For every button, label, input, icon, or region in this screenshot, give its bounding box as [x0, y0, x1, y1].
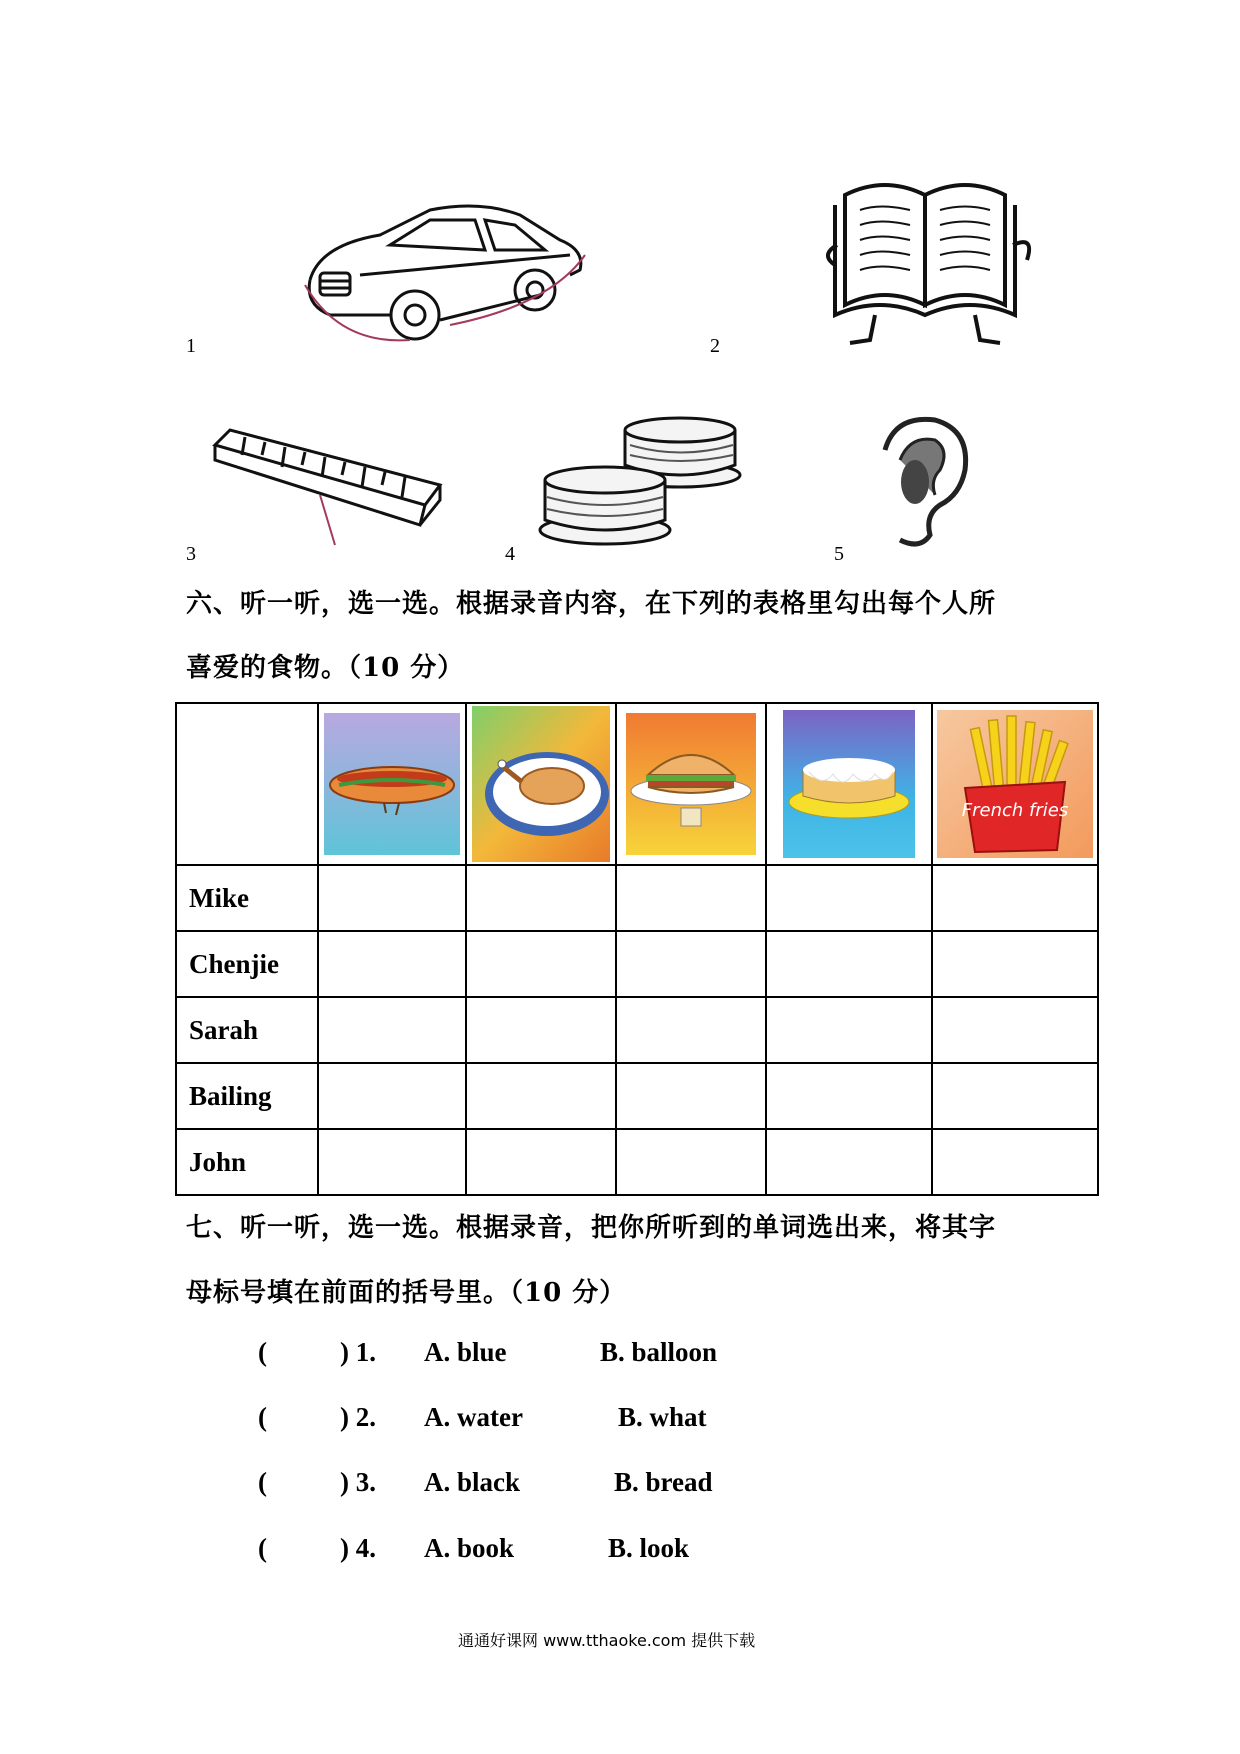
question-number: ) 1.: [340, 1337, 376, 1367]
check-cell[interactable]: [766, 1063, 932, 1129]
answer-paren-open[interactable]: (: [258, 1533, 267, 1563]
table-row: [176, 997, 1098, 1063]
row-name-john: John: [176, 1129, 318, 1195]
hamburger-header-cell: [616, 703, 766, 865]
check-cell[interactable]: [932, 997, 1098, 1063]
option-a: A. water: [424, 1402, 523, 1432]
book-icon: [815, 165, 1045, 355]
check-cell[interactable]: [766, 1129, 932, 1195]
option-b: B. look: [608, 1533, 690, 1563]
check-cell[interactable]: [766, 997, 932, 1063]
header-empty-cell: [176, 703, 318, 865]
picture-number-3: 3: [186, 543, 196, 565]
check-cell[interactable]: [318, 997, 466, 1063]
check-cell[interactable]: [932, 931, 1098, 997]
table-row: [176, 865, 1098, 931]
question-number: ) 4.: [340, 1533, 376, 1563]
cake-icon: [783, 710, 915, 858]
picture-number-2: 2: [710, 335, 720, 357]
picture-number-5: 5: [834, 543, 844, 565]
table-row: [176, 1063, 1098, 1129]
check-cell[interactable]: [318, 865, 466, 931]
check-cell[interactable]: [318, 931, 466, 997]
check-cell[interactable]: [616, 931, 766, 997]
hot-dog-header-cell: [318, 703, 466, 865]
check-cell[interactable]: [318, 1129, 466, 1195]
option-b: B. what: [618, 1402, 707, 1432]
cakes-icon: [535, 405, 750, 555]
picture-number-4: 4: [505, 543, 515, 565]
section6-instruction-line1: 六、听一听，选一选。根据录音内容，在下列的表格里勾出每个人所: [186, 589, 997, 619]
check-cell[interactable]: [466, 997, 616, 1063]
check-cell[interactable]: [466, 1063, 616, 1129]
food-preference-table: [175, 702, 1099, 1196]
french-fries-icon: [937, 710, 1093, 858]
table-row: [176, 1129, 1098, 1195]
answer-paren-open[interactable]: (: [258, 1402, 267, 1432]
option-b: B. bread: [614, 1467, 713, 1497]
check-cell[interactable]: [932, 865, 1098, 931]
roast-chicken-header-cell: [466, 703, 616, 865]
ruler-icon: [210, 425, 445, 550]
fries-box-text: French fries: [961, 800, 1069, 821]
option-a: A. book: [424, 1533, 515, 1563]
option-b: B. balloon: [600, 1337, 718, 1367]
hot-dog-icon: [324, 713, 460, 855]
check-cell[interactable]: [616, 1063, 766, 1129]
answer-paren-open[interactable]: (: [258, 1337, 267, 1367]
cake-header-cell: [766, 703, 932, 865]
question-number: ) 3.: [340, 1467, 376, 1497]
row-name-sarah: Sarah: [176, 997, 318, 1063]
check-cell[interactable]: [318, 1063, 466, 1129]
row-name-mike: Mike: [176, 865, 318, 931]
roast-chicken-icon: [472, 706, 610, 862]
check-cell[interactable]: [466, 1129, 616, 1195]
picture-number-1: 1: [186, 335, 196, 357]
row-name-chenjie: Chenjie: [176, 931, 318, 997]
section7-instruction-line1: 七、听一听，选一选。根据录音，把你所听到的单词选出来，将其字: [186, 1213, 997, 1243]
page-footer: 通通好课网 www.tthaoke.com 提供下载: [458, 1631, 756, 1650]
check-cell[interactable]: [616, 997, 766, 1063]
table-header-row: [176, 703, 1098, 865]
section6-instruction-line2: 喜爱的食物。（10 分）: [186, 653, 465, 683]
check-cell[interactable]: [932, 1129, 1098, 1195]
check-cell[interactable]: [466, 865, 616, 931]
option-a: A. blue: [424, 1337, 507, 1367]
check-cell[interactable]: [766, 931, 932, 997]
question-number: ) 2.: [340, 1402, 376, 1432]
check-cell[interactable]: [766, 865, 932, 931]
option-a: A. black: [424, 1467, 521, 1497]
check-cell[interactable]: [466, 931, 616, 997]
ear-icon: [865, 410, 975, 555]
check-cell[interactable]: [616, 865, 766, 931]
section7-instruction-line2: 母标号填在前面的括号里。（10 分）: [186, 1278, 627, 1308]
hamburger-icon: [626, 713, 756, 855]
french-fries-header-cell: [932, 703, 1098, 865]
check-cell[interactable]: [616, 1129, 766, 1195]
table-row: [176, 931, 1098, 997]
car-icon: [300, 195, 590, 345]
row-name-bailing: Bailing: [176, 1063, 318, 1129]
check-cell[interactable]: [932, 1063, 1098, 1129]
answer-paren-open[interactable]: (: [258, 1467, 267, 1497]
